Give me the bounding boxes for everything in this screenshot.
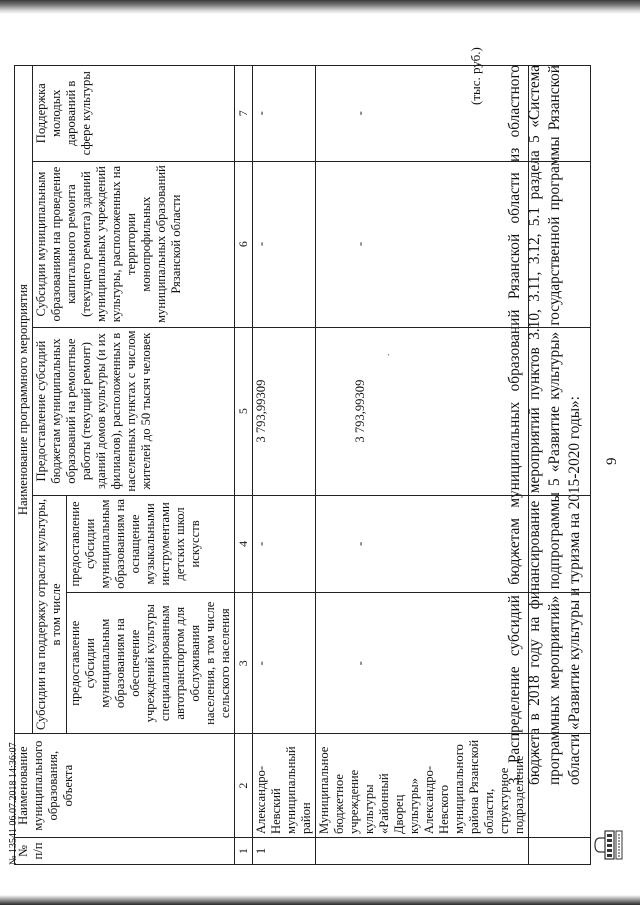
column-number: 7 [235, 66, 253, 162]
cell-value [316, 495, 529, 593]
table-row [316, 66, 529, 865]
row-number [316, 838, 529, 865]
header-no: № п/п [15, 838, 235, 865]
pencil-mark: · [383, 349, 395, 361]
table-row [529, 66, 591, 865]
header-col4: предоставление субсидии муниципальным образованиям на оснащение музыкальными инструментами детских школ искусств [67, 495, 235, 593]
column-number: 6 [235, 161, 253, 327]
table-row [253, 66, 316, 865]
registry-logo-icon [593, 829, 627, 861]
cell-value: - [253, 495, 316, 593]
column-number: 2 [235, 734, 253, 838]
column-number: 4 [235, 495, 253, 593]
column-number: 3 [235, 593, 253, 734]
row-number: 1 [253, 838, 316, 865]
header-col3: предоставление субсидии муниципальным образованиям на обеспечение учреждений культуры специализированным автотранспортом для обслуживания населения, в том числе сельского населения [67, 593, 235, 734]
cell-value [316, 327, 529, 495]
cell-text: 3 793,99309 [353, 379, 367, 443]
units-label: (тыс. руб.) [468, 47, 483, 105]
page-number: 9 [604, 457, 620, 465]
section-heading: 3. Распределение субсидий бюджетам муниципальных образований Рязанской области из областного бюджета в 2018 году на финансирование мероприятий пунктов 3.10, 3.11, 3.12, 5.1 раздела 5 «Система программных мероприятий» подпрограммы 5 «Развитие культуры» государственной программы Рязанской области «Развитие культуры и туризма на 2015-2020 годы»: [506, 65, 583, 785]
header-col5: Предоставление субсидий бюджетам муниципальных образований на ремонтные работы (текущий ремонт) зданий домов культуры (и их филиалов), расположенных в населенных пунктах с числом жителей до 50 тысяч человек [33, 327, 235, 495]
cell-text: - [353, 541, 367, 547]
row-name: Муниципальное бюджетное учреждение культуры «Районный Дворец культуры» Александро-Невского муниципального района Рязанской области, структурное подразделение [316, 734, 529, 838]
header-activity: Наименование программного мероприятия [15, 66, 33, 734]
cell-value: - [253, 161, 316, 327]
cell-value: 3 793,99309 [253, 327, 316, 495]
cell-text: - [353, 111, 367, 116]
subsidy-table [14, 65, 591, 865]
cell-value: - [253, 593, 316, 734]
header-col6: Субсидии муниципальным образованиям на проведение капитального ремонта (текущего ремонта) зданий муниципальных учреждений культуры, расположенных на территории монопрофильных муниципальных образований Рязанской области [33, 161, 235, 327]
header-subsidies-support: Субсидии на поддержку отрасли культуры, в том числе [33, 495, 67, 734]
cell-text: - [353, 241, 367, 247]
cell-text: - [353, 661, 367, 666]
header-municipality: Наименование муниципального образования, объекта [15, 734, 235, 838]
column-number: 1 [235, 838, 253, 865]
cell-value: - [253, 66, 316, 162]
cell-value [316, 66, 529, 162]
column-number: 5 [235, 327, 253, 495]
registration-stamp: № 13541 06.07.2018 14:36:07 [8, 742, 19, 865]
scan-edge-bottom [0, 895, 640, 905]
cell-value [316, 161, 529, 327]
header-col7: Поддержка молодых дарований в сфере культуры [33, 66, 235, 162]
cell-value [316, 593, 529, 734]
row-name: Александро-Невский муниципальный район [253, 734, 316, 838]
